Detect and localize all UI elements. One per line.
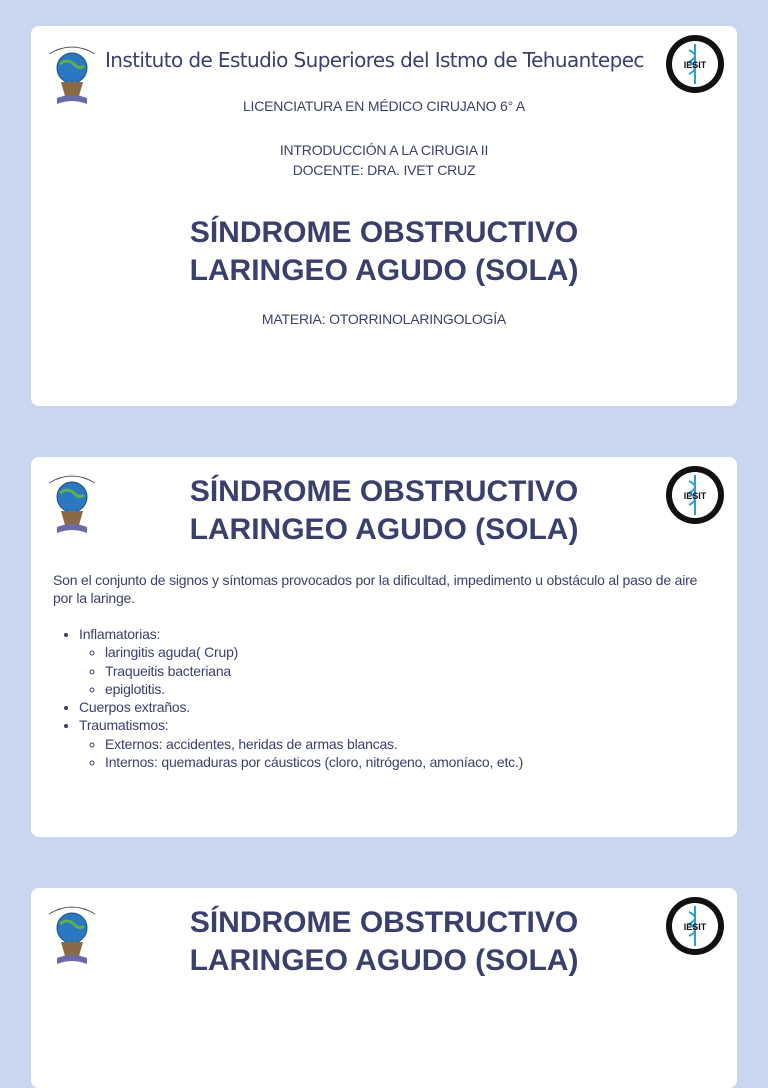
title-line-1: SÍNDROME OBSTRUCTIVO xyxy=(189,216,579,249)
institution-name: Instituto de Estudio Superiores del Istmo de Tehuantepec xyxy=(105,48,644,72)
third-slide xyxy=(31,888,737,1088)
definition-text: Son el conjunto de signos y síntomas provocados por la dificultad, impedimento u obstáculo al paso de aire por la laringe. xyxy=(53,572,698,606)
sub-item: ◦ epiglotitis. xyxy=(105,680,713,698)
title-line-2: LARINGEO AGUDO (SOLA) xyxy=(189,254,579,287)
logo-text: IESIT xyxy=(683,922,707,932)
sub-item: ◦ laringitis aguda( Crup) xyxy=(105,643,713,661)
degree-line: LICENCIATURA EN MÉDICO CIRUJANO 6° A xyxy=(242,98,526,114)
logo-text: IESIT xyxy=(683,60,707,70)
logo-text: IESIT xyxy=(683,491,707,501)
title-line-1: SÍNDROME OBSTRUCTIVO xyxy=(189,906,579,939)
definition-slide xyxy=(31,457,737,837)
cause-item xyxy=(79,716,713,771)
sub-list xyxy=(79,643,713,698)
cause-label: Cuerpos extraños. xyxy=(79,699,190,716)
title-line-2: LARINGEO AGUDO (SOLA) xyxy=(189,513,579,546)
sub-item: ◦ Externos: accidentes, heridas de armas blancas. xyxy=(105,735,713,753)
cause-item xyxy=(79,625,713,698)
sub-item: ◦ Traqueitis bacteriana xyxy=(105,662,713,680)
cover-slide xyxy=(31,26,737,406)
teacher-line: DOCENTE: DRA. IVET CRUZ xyxy=(292,162,476,178)
iesit-caduceus-icon xyxy=(665,34,725,94)
course-line: INTRODUCCIÓN A LA CIRUGIA II xyxy=(279,142,489,158)
subject-line: MATERIA: OTORRINOLARINGOLOGÍA xyxy=(261,311,507,327)
cause-label: Inflamatorias: xyxy=(79,626,161,642)
sub-item: ◦ Internos: quemaduras por cáusticos (cloro, nitrógeno, amoníaco, etc.) xyxy=(105,753,713,771)
title-line-1: SÍNDROME OBSTRUCTIVO xyxy=(189,475,579,508)
causes-list xyxy=(53,625,713,771)
sub-list xyxy=(79,735,713,772)
cause-label: Traumatismos: xyxy=(79,717,169,734)
title-line-2: LARINGEO AGUDO (SOLA) xyxy=(189,944,579,977)
cause-item xyxy=(79,698,713,716)
